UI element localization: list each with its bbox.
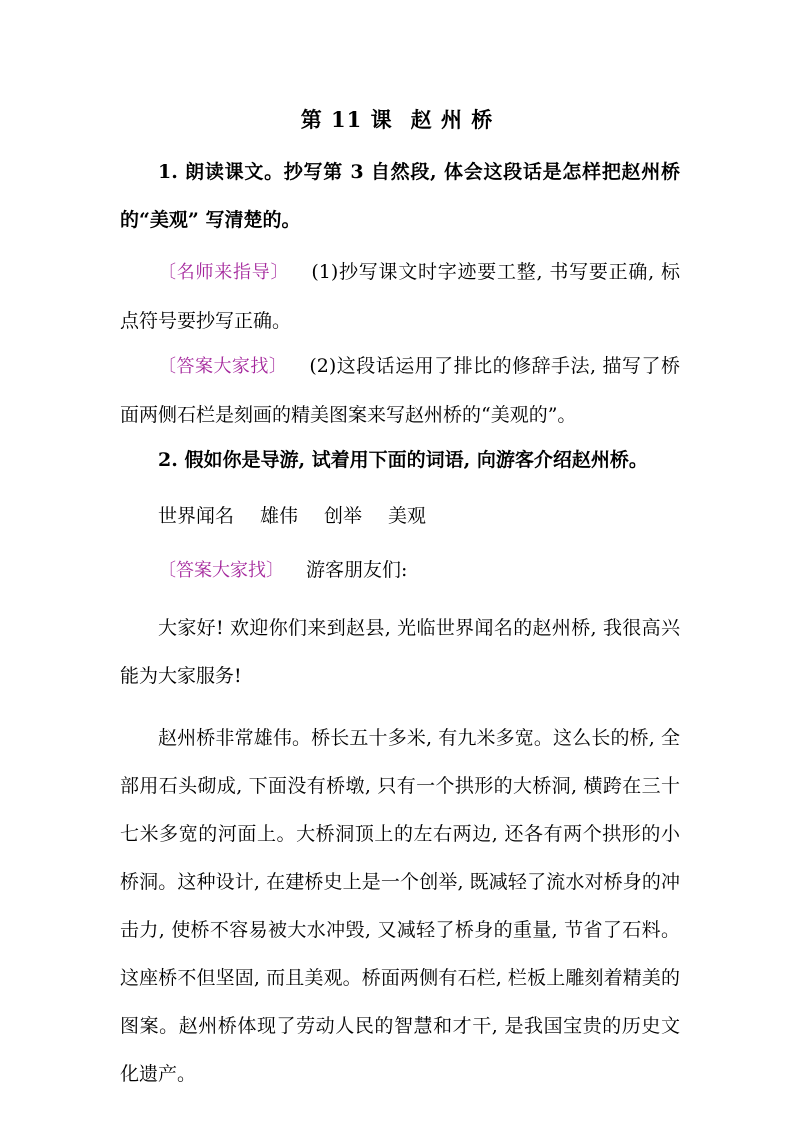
word-item: 雄伟 xyxy=(260,505,299,527)
word-item: 世界闻名 xyxy=(158,505,235,527)
question-2-answer xyxy=(120,546,680,595)
page-title xyxy=(0,104,794,134)
lesson-number: 第 11 课 xyxy=(300,107,393,132)
answer-text: (2)这段话运用了排比的修辞手法, 描写了桥面两侧石栏是刻画的精美图案来写赵州桥的“美观的”。 xyxy=(120,355,680,426)
lesson-name: 赵 州 桥 xyxy=(410,107,494,132)
question-1-guide xyxy=(120,248,680,345)
answer-paragraph-2: 赵州桥非常雄伟。桥长五十多米, 有九米多宽。这么长的桥, 全部用石头砌成, 下面没有桥墩, 只有一个拱形的大桥洞, 横跨在三十七米多宽的河面上。大桥洞顶上的左右两边, 还各有两个拱形的小桥洞。这种设计, 在建桥史上是一个创举, 既减轻了流水对桥身的冲击力, 使桥不容易被大水冲毁, 又减轻了桥身的重量, 节省了石料。这座桥不但坚固, 而且美观。桥面两侧有石栏, 栏板上雕刻着精美的图案。赵州桥体现了劳动人民的智慧和才干, 是我国宝贵的历史文化遗产。 xyxy=(120,727,680,1085)
answer-greeting: 游客朋友们: xyxy=(306,559,408,581)
answer-tag: 〔答案大家找〕 xyxy=(158,560,284,581)
question-2-prompt: 2. 假如你是导游, 试着用下面的词语, 向游客介绍赵州桥。 xyxy=(158,449,648,471)
question-1-answer xyxy=(120,342,680,439)
word-list xyxy=(120,492,680,540)
word-item: 美观 xyxy=(388,505,427,527)
guide-tag: 〔名师来指导〕 xyxy=(158,262,290,283)
answer-paragraph-1: 大家好! 欢迎你们来到赵县, 光临世界闻名的赵州桥, 我很高兴能为大家服务! xyxy=(120,617,680,687)
answer-tag: 〔答案大家找〕 xyxy=(158,356,288,377)
guide-text: (1)抄写课文时字迹要工整, 书写要正确, 标点符号要抄写正确。 xyxy=(120,261,681,332)
question-1-prompt: 1. 朗读课文。抄写第 3 自然段, 体会这段话是怎样把赵州桥的“美观” 写清楚的。 xyxy=(120,161,680,231)
word-item: 创举 xyxy=(324,505,363,527)
